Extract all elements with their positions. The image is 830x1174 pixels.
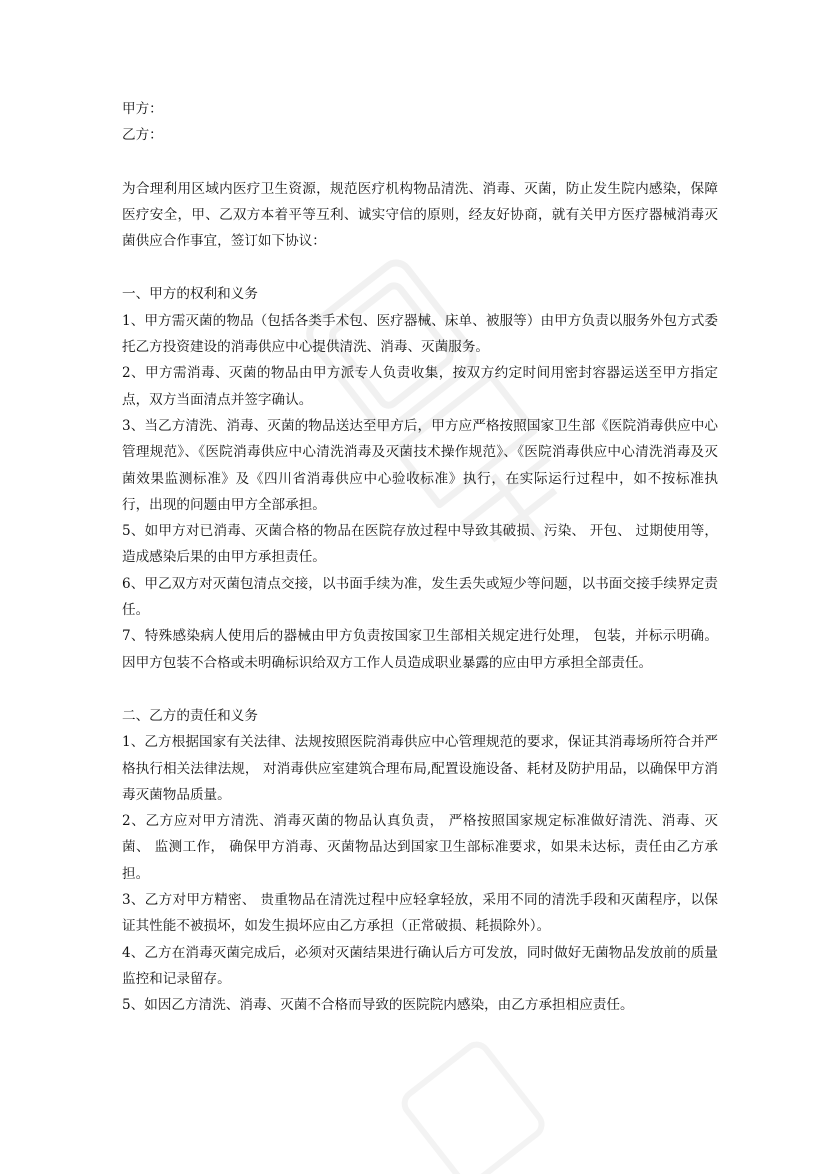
section-1-item: 3、当乙方清洗、消毒、灭菌的物品送达至甲方后，甲方应严格按照国家卫生部《医院消毒供应中心管理规范》、《医院消毒供应中心清洗消毒及灭菌技术操作规范》、《医院消毒供应中心清洗消毒及灭菌效果监测标准》及《四川省消毒供应中心验收标准》执行，在实际运行过程中，如不按标准执行，出现的问题由甲方全部承担。 [122,417,718,513]
section-2-item: 2、乙方应对甲方清洗、消毒灭菌的物品认真负责， 严格按照国家规定标准做好清洗、消毒、灭菌、 监测工作， 确保甲方消毒、灭菌物品达到国家卫生部标准要求，如果未达标，责任由乙方承担。 [122,813,718,882]
section-2-item: 3、乙方对甲方精密、 贵重物品在清洗过程中应轻拿轻放，采用不同的清洗手段和灭菌程序，以保证其性能不被损坏，如发生损坏应由乙方承担（正常破损、耗损除外）。 [122,892,718,935]
section-1-item: 7、特殊感染病人使用后的器械由甲方负责按国家卫生部相关规定进行处理， 包装，并标示明确。因甲方包装不合格或未明确标识给双方工作人员造成职业暴露的应由甲方承担全部责任。 [122,628,718,671]
section-1-heading: 一、甲方的权利和义务 [122,286,258,303]
section-2-heading: 二、乙方的责任和义务 [122,707,258,724]
section-2-item: 1、乙方根据国家有关法律、法规按照医院消毒供应中心管理规范的要求，保证其消毒场所符合并严格执行相关法律法规， 对消毒供应室建筑合理布局,配置设施设备、耗材及防护用品，以确保甲方消毒灭菌物品质量。 [122,734,718,803]
party-b-label: 乙方： [122,127,163,144]
watermark-logo-shape-2 [400,1040,547,1174]
section-1-item: 2、甲方需消毒、灭菌的物品由甲方派专人负责收集，按双方约定时间用密封容器运送至甲方指定点，双方当面清点并签字确认。 [122,365,718,408]
party-a-label: 甲方： [122,101,163,117]
section-1-item: 6、甲乙双方对灭菌包清点交接，以书面手续为准，发生丢失或短少等问题，以书面交接手续界定责任。 [122,575,718,619]
section-1-item: 5、如甲方对已消毒、灭菌合格的物品在医院存放过程中导致其破损、污染、 开包、 过期使用等，造成感染后果的由甲方承担责任。 [122,523,718,566]
section-1-item: 1、甲方需灭菌的物品（包括各类手术包、医疗器械、床单、被服等）由甲方负责以服务外包方式委托乙方投资建设的消毒供应中心提供清洗、消毒、灭菌服务。 [122,312,718,356]
document-body [122,96,718,1019]
preamble-paragraph: 为合理利用区域内医疗卫生资源，规范医疗机构物品清洗、消毒、灭菌，防止发生院内感染，保障医疗安全，甲、乙双方本着平等互利、诚实守信的原则，经友好协商，就有关甲方医疗器械消毒灭菌供应合作事宜，签订如下协议： [122,180,718,250]
section-2-item: 4、乙方在消毒灭菌完成后，必须对灭菌结果进行确认后方可发放，同时做好无菌物品发放前的质量监控和记录留存。 [122,944,718,987]
section-2-item: 5、如因乙方清洗、消毒、灭菌不合格而导致的医院院内感染，由乙方承担相应责任。 [122,997,634,1014]
